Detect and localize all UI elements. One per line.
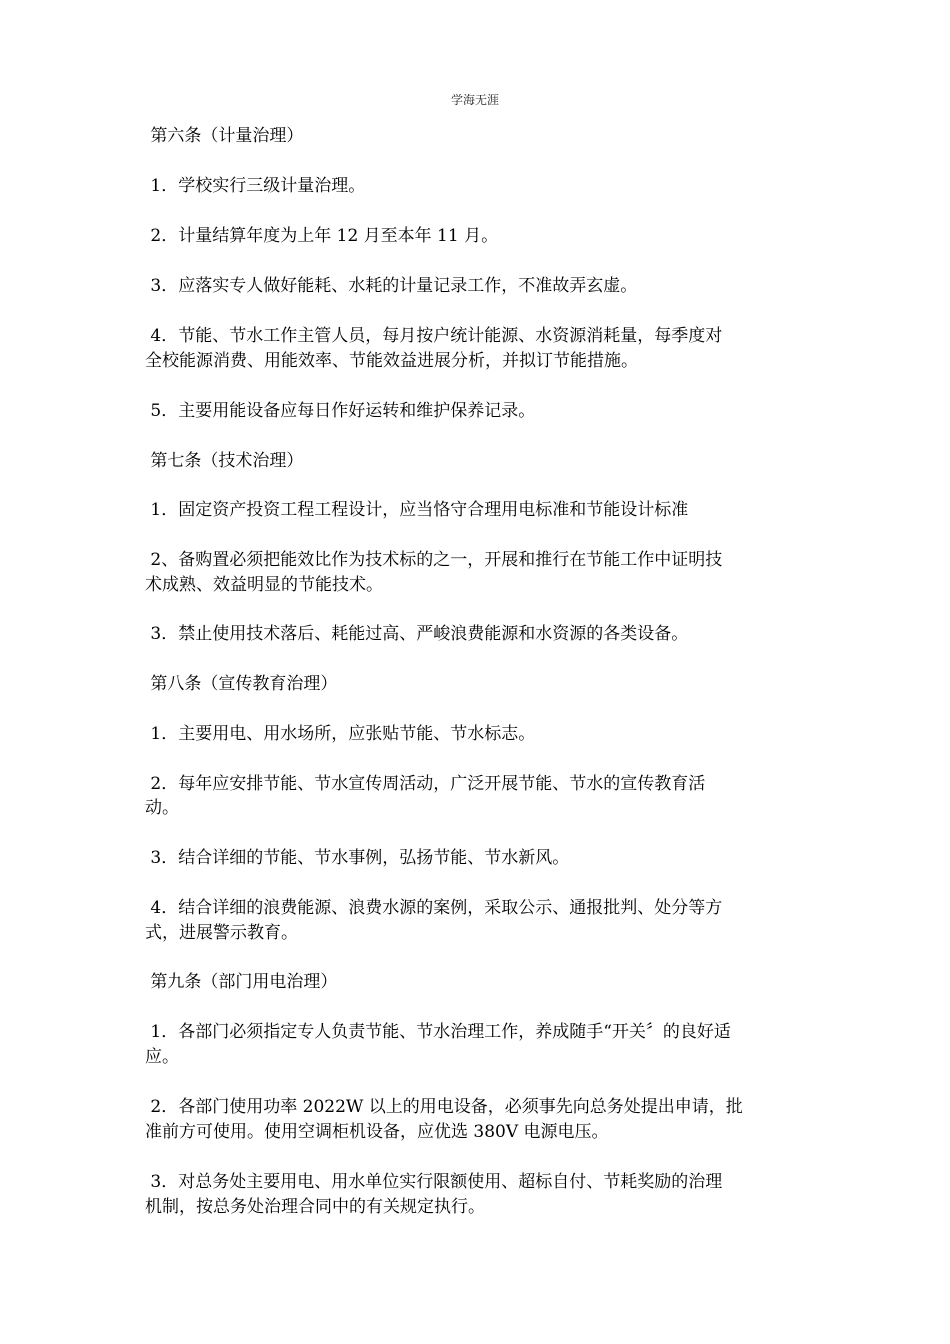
article-9-title: 第九条（部门用电治理） <box>145 972 338 992</box>
article-7-item-3: 3．禁止使用技术落后、耗能过高、严峻浪费能源和水资源的各类设备。 <box>145 624 689 644</box>
article-8-item-4-line-1: 4．结合详细的浪费能源、浪费水源的案例，采取公示、通报批判、处分等方 <box>145 898 723 918</box>
article-6-item-3: 3．应落实专人做好能耗、水耗的计量记录工作，不准故弄玄虚。 <box>145 276 638 296</box>
article-6-item-5: 5．主要用能设备应每日作好运转和维护保养记录。 <box>145 401 536 421</box>
article-6-item-1: 1．学校实行三级计量治理。 <box>145 176 366 196</box>
article-9-item-1-line-2: 应。 <box>145 1047 179 1067</box>
article-8-item-2-line-1: 2．每年应安排节能、节水宣传周活动，广泛开展节能、节水的宣传教育活 <box>145 774 706 794</box>
article-6-title: 第六条（计量治理） <box>145 126 304 146</box>
article-9-item-2-line-1: 2．各部门使用功率 2022W 以上的用电设备，必须事先向总务处提出申请，批 <box>145 1097 743 1117</box>
article-8-item-2-line-2: 动。 <box>145 798 179 818</box>
article-9-item-2-line-2: 准前方可使用。使用空调柜机设备，应优选 380V 电源电压。 <box>145 1122 609 1142</box>
article-7-item-2-line-1: 2、备购置必须把能效比作为技术标的之一，开展和推行在节能工作中证明技 <box>145 550 723 570</box>
article-7-title: 第七条（技术治理） <box>145 451 304 471</box>
article-6-item-4-line-2: 全校能源消费、用能效率、节能效益进展分析，并拟订节能措施。 <box>145 351 638 371</box>
article-6-item-4-line-1: 4．节能、节水工作主管人员，每月按户统计能源、水资源消耗量，每季度对 <box>145 326 723 346</box>
article-9-item-3-line-2: 机制，按总务处治理合同中的有关规定执行。 <box>145 1197 485 1217</box>
article-8-item-4-line-2: 式，进展警示教育。 <box>145 923 298 943</box>
article-8-title: 第八条（宣传教育治理） <box>145 674 338 694</box>
page-header: 学海无涯 <box>450 93 499 107</box>
article-8-item-1: 1．主要用电、用水场所，应张贴节能、节水标志。 <box>145 724 536 744</box>
article-7-item-2-line-2: 术成熟、效益明显的节能技术。 <box>145 575 383 595</box>
article-9-item-3-line-1: 3．对总务处主要用电、用水单位实行限额使用、超标自付、节耗奖励的治理 <box>145 1172 723 1192</box>
article-9-item-1-line-1: 1．各部门必须指定专人负责节能、节水治理工作，养成随手“开关〞的良好适 <box>145 1022 731 1042</box>
article-8-item-3: 3．结合详细的节能、节水事例，弘扬节能、节水新风。 <box>145 848 570 868</box>
article-7-item-1: 1．固定资产投资工程工程设计，应当恪守合理用电标准和节能设计标准 <box>145 500 689 520</box>
article-6-item-2: 2．计量结算年度为上年 12 月至本年 11 月。 <box>145 226 499 246</box>
